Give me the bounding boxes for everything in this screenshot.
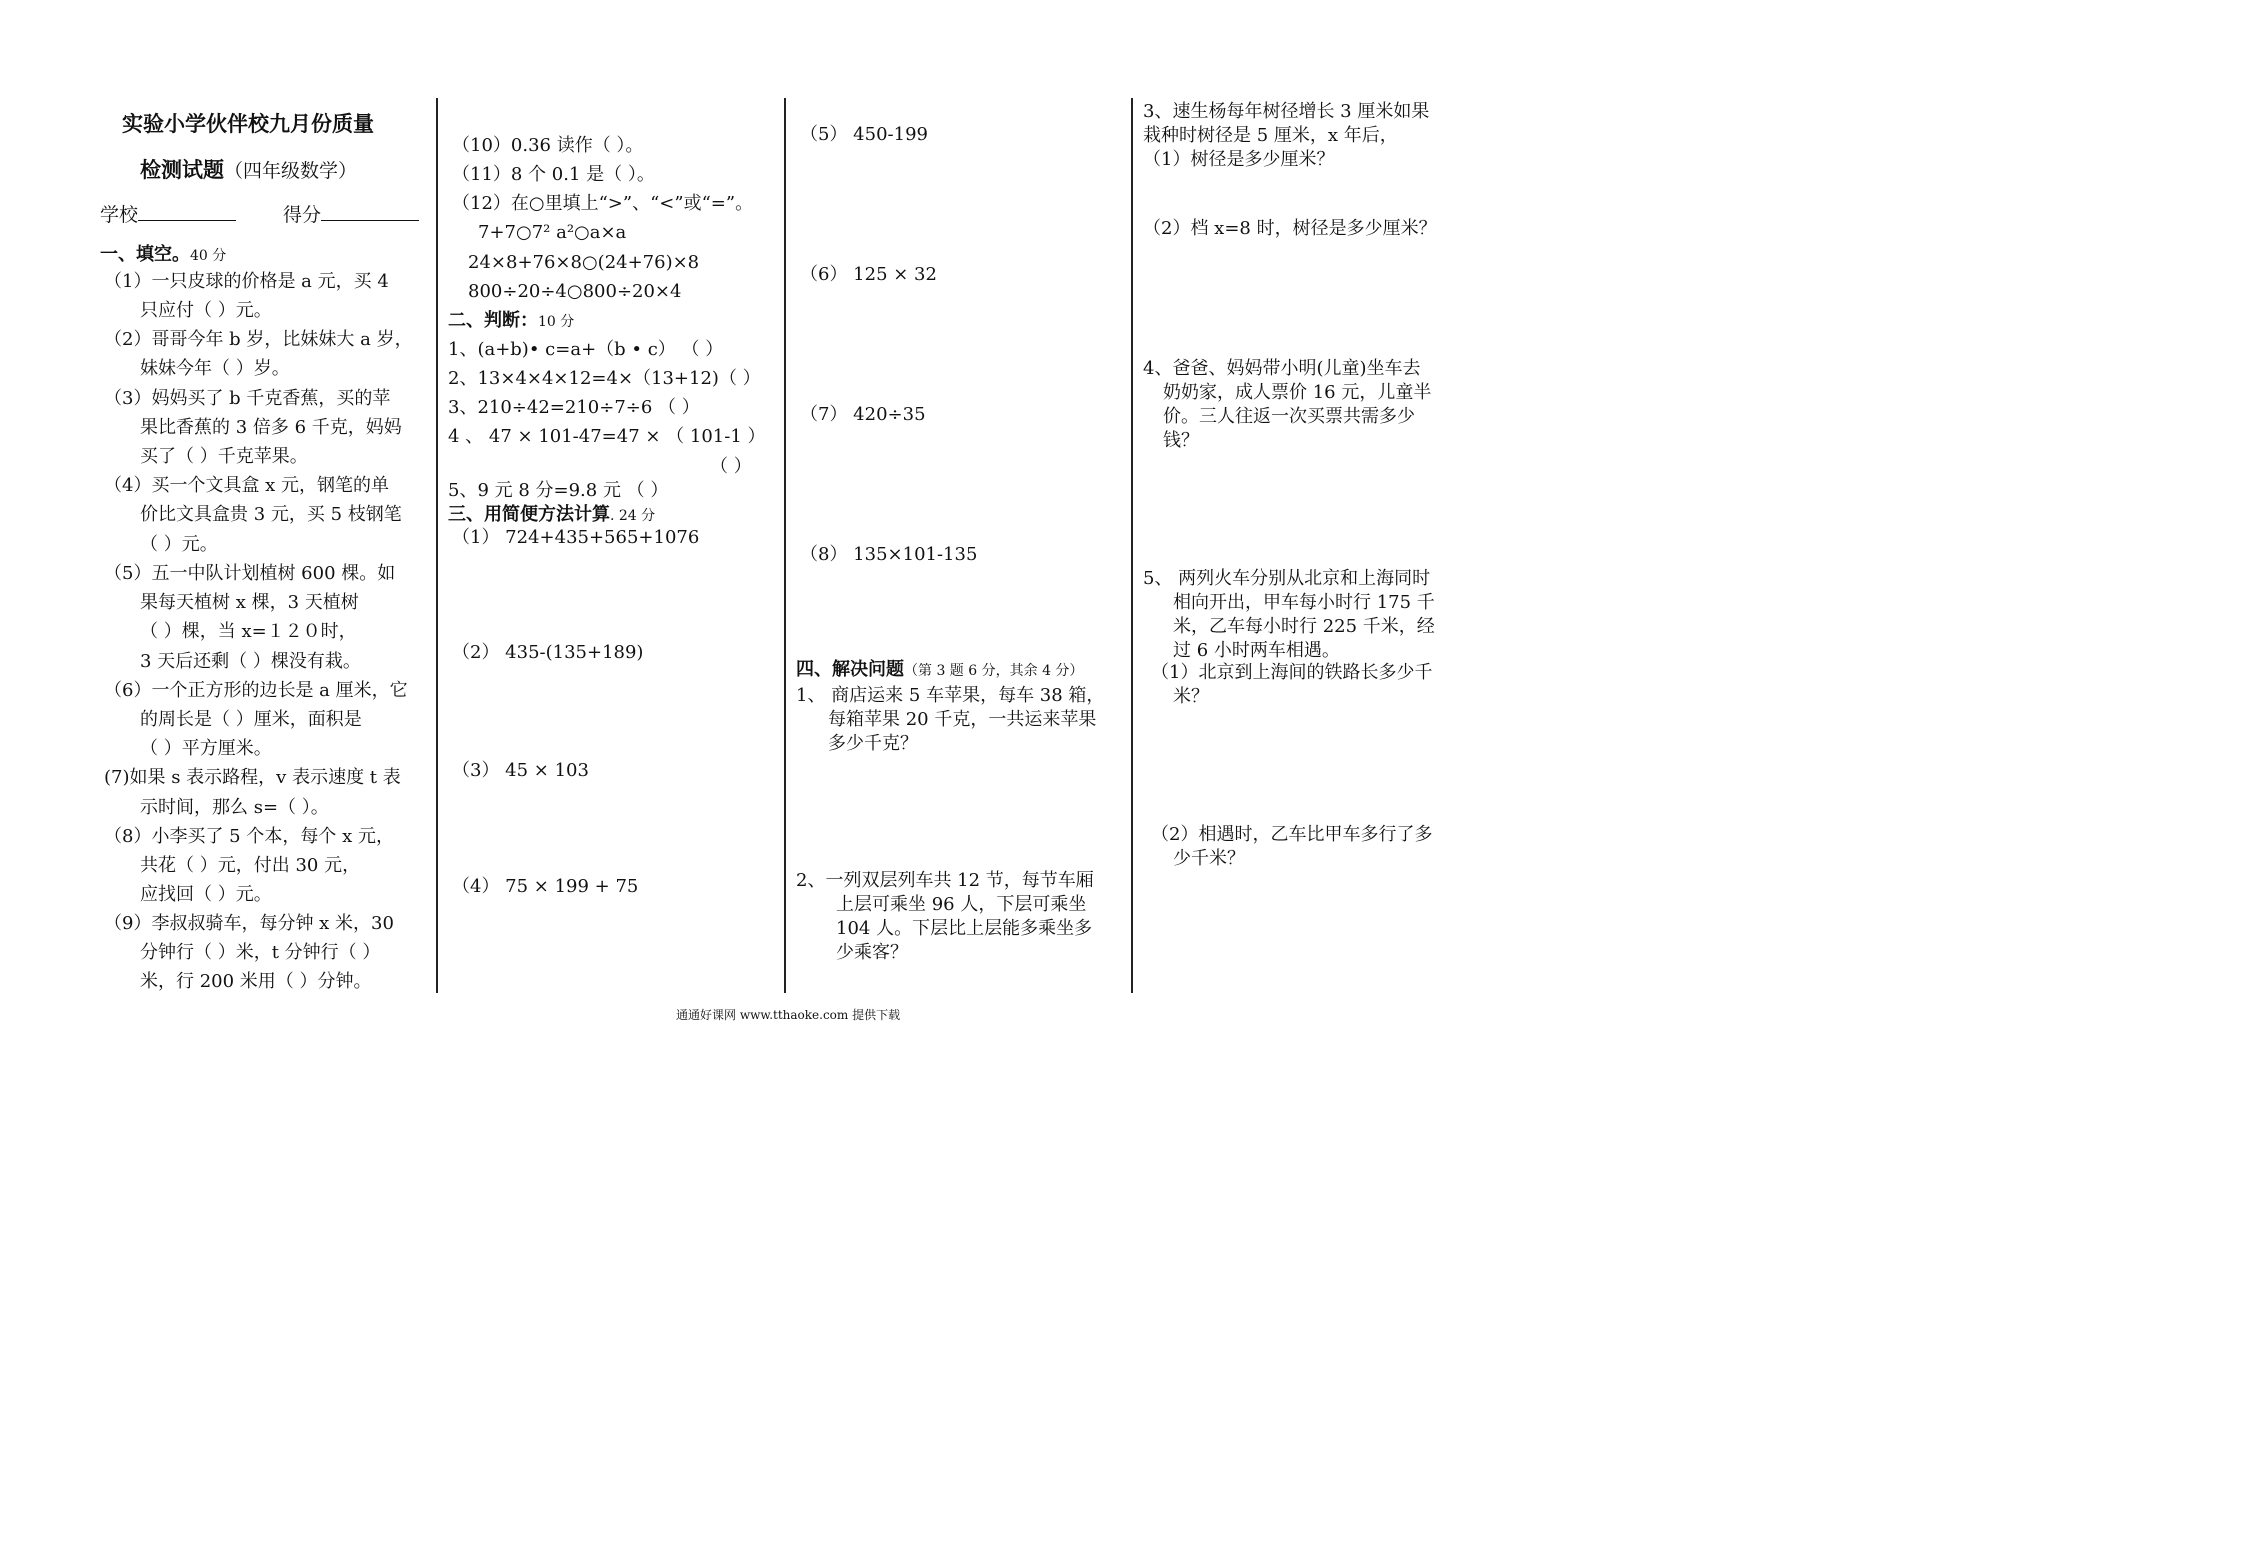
- fill-line: （4）买一个文具盒 x 元，钢笔的单: [104, 475, 390, 496]
- section4-heading-text: 四、解决问题: [796, 659, 904, 680]
- problem-line: 栽种时树径是 5 厘米，x 年后，: [1143, 125, 1398, 146]
- problem-line: 少乘客？: [836, 942, 908, 963]
- calc-item: （2） 435-(135+189): [452, 642, 644, 663]
- column-divider-2: [784, 98, 786, 993]
- problem-line: 多少千克？: [828, 733, 918, 754]
- calc-item: （6） 125 × 32: [800, 264, 937, 285]
- fill-line: 示时间，那么 s=（ ）。: [140, 797, 329, 818]
- problem-line: 5、 两列火车分别从北京和上海同时: [1143, 568, 1431, 589]
- fill-line: 只应付（ ）元。: [140, 300, 272, 321]
- judge-line: （ ）: [710, 456, 752, 477]
- fill-line: （ ）元。: [140, 534, 218, 555]
- exam-page: [0, 0, 1544, 1096]
- fill-line: 的周长是（ ）厘米，面积是: [140, 709, 362, 730]
- fill-line: 3 天后还剩（ ）棵没有栽。: [140, 651, 361, 672]
- fill-line: （ ）平方厘米。: [140, 738, 272, 759]
- problem-line: 相向开出，甲车每小时行 175 千: [1173, 592, 1435, 613]
- score-blank: [321, 202, 419, 221]
- exam-title-line1: 实验小学伙伴校九月份质量: [122, 111, 374, 136]
- problem-line: 1、 商店运来 5 车苹果，每车 38 箱，: [796, 685, 1105, 706]
- fill-line: （ ）棵，当 x=１２０时，: [140, 621, 357, 642]
- section2-heading: [448, 306, 574, 337]
- judge-line: 5、9 元 8 分=9.8 元 （ ）: [448, 480, 669, 501]
- calc-item: （7） 420÷35: [800, 404, 926, 425]
- calc-item: （3） 45 × 103: [452, 760, 589, 781]
- column-divider-1: [436, 98, 438, 993]
- problem-line: 上层可乘坐 96 人，下层可乘坐: [836, 894, 1087, 915]
- fill-line: （10）0.36 读作（ ）。: [452, 135, 644, 156]
- fill-line: 果比香蕉的 3 倍多 6 千克，妈妈: [140, 417, 402, 438]
- problem-line: 少千米？: [1173, 848, 1245, 869]
- section1-points: 40 分: [190, 248, 227, 264]
- calc-item: （1） 724+435+565+1076: [452, 527, 700, 548]
- problem-line: 钱？: [1163, 430, 1199, 451]
- fill-line: （9）李叔叔骑车，每分钟 x 米，30: [104, 913, 394, 934]
- fill-line: 买了（ ）千克苹果。: [140, 446, 308, 467]
- fill-line: 分钟行（ ）米，t 分钟行（ ）: [140, 942, 381, 963]
- problem-line: （1）树径是多少厘米？: [1143, 149, 1335, 170]
- fill-line: 价比文具盒贵 3 元，买 5 枝钢笔: [140, 504, 402, 525]
- judge-line: 2、13×4×4×12=4×（13+12)（ ）: [448, 368, 761, 389]
- fill-line: （1）一只皮球的价格是 a 元，买 4: [104, 271, 389, 292]
- exam-title-main: 检测试题: [140, 157, 224, 182]
- problem-line: 3、速生杨每年树径增长 3 厘米如果: [1143, 101, 1430, 122]
- exam-title-line2: [140, 154, 357, 184]
- section4-note: （第 3 题 6 分，其余 4 分）: [904, 663, 1084, 679]
- problem-line: （2）档 x=8 时，树径是多少厘米？: [1143, 218, 1437, 239]
- fill-line: （6）一个正方形的边长是 a 厘米，它: [104, 680, 408, 701]
- section2-points: 10 分: [538, 314, 575, 330]
- fill-line: （11）8 个 0.1 是（ ）。: [452, 164, 655, 185]
- problem-line: 104 人。下层比上层能多乘坐多: [836, 918, 1093, 939]
- section1-heading-text: 一、填空。: [100, 244, 190, 265]
- problem-line: 每箱苹果 20 千克，一共运来苹果: [828, 709, 1097, 730]
- section2-heading-text: 二、判断：: [448, 310, 538, 331]
- problem-line: 4、爸爸、妈妈带小明(儿童)坐车去: [1143, 358, 1421, 379]
- compare-line: 7+7○7² a²○a×a: [478, 222, 627, 243]
- problem-line: 米，乙车每小时行 225 千米，经: [1173, 616, 1435, 637]
- problem-line: 米？: [1173, 686, 1209, 707]
- exam-title-suffix: （四年级数学）: [224, 160, 358, 182]
- fill-line: 妹妹今年（ ）岁。: [140, 358, 290, 379]
- problem-line: 过 6 小时两车相遇。: [1173, 640, 1340, 661]
- school-label: 学校: [100, 204, 139, 226]
- fill-line: （12）在○里填上“>”、“<”或“=”。: [452, 193, 754, 214]
- fill-line: 果每天植树 x 棵，3 天植树: [140, 592, 359, 613]
- school-field: [100, 200, 236, 227]
- calc-item: （5） 450-199: [800, 124, 928, 145]
- problem-line: 2、一列双层列车共 12 节，每节车厢: [796, 870, 1094, 891]
- judge-line: 1、(a+b)• c=a+（b • c） （ ）: [448, 339, 724, 360]
- section3-heading-text: 三、用简便方法计算: [448, 504, 610, 525]
- problem-line: （1）北京到上海间的铁路长多少千: [1151, 662, 1433, 683]
- school-blank: [138, 202, 236, 221]
- score-label: 得分: [283, 204, 322, 226]
- fill-line: （3）妈妈买了 b 千克香蕉，买的苹: [104, 388, 391, 409]
- footer-credit: 通通好课网 www.tthaoke.com 提供下载: [676, 1008, 901, 1022]
- problem-line: 价。三人往返一次买票共需多少: [1163, 406, 1415, 427]
- problem-line: （2）相遇时，乙车比甲车多行了多: [1151, 824, 1433, 845]
- fill-line: （8）小李买了 5 个本，每个 x 元，: [104, 826, 394, 847]
- fill-line: (7)如果 s 表示路程，v 表示速度 t 表: [104, 767, 401, 788]
- fill-line: 共花（ ）元，付出 30 元，: [140, 855, 361, 876]
- fill-line: （2）哥哥今年 b 岁，比妹妹大 a 岁，: [104, 329, 413, 350]
- fill-line: 米，行 200 米用（ ）分钟。: [140, 971, 372, 992]
- compare-line: 800÷20÷4○800÷20×4: [468, 281, 682, 302]
- fill-line: 应找回（ ）元。: [140, 884, 272, 905]
- compare-line: 24×8+76×8○(24+76)×8: [468, 252, 700, 273]
- section3-points: . 24 分: [610, 508, 656, 524]
- score-field: [283, 200, 419, 227]
- judge-line: 4 、 47 × 101-47=47 × （ 101-1 ）: [448, 426, 766, 447]
- judge-line: 3、210÷42=210÷7÷6 （ ）: [448, 397, 700, 418]
- column-divider-3: [1131, 98, 1133, 993]
- problem-line: 奶奶家，成人票价 16 元，儿童半: [1163, 382, 1432, 403]
- calc-item: （4） 75 × 199 + 75: [452, 876, 639, 897]
- fill-line: （5）五一中队计划植树 600 棵。如: [104, 563, 396, 584]
- calc-item: （8） 135×101-135: [800, 544, 978, 565]
- section1-heading: [100, 240, 226, 266]
